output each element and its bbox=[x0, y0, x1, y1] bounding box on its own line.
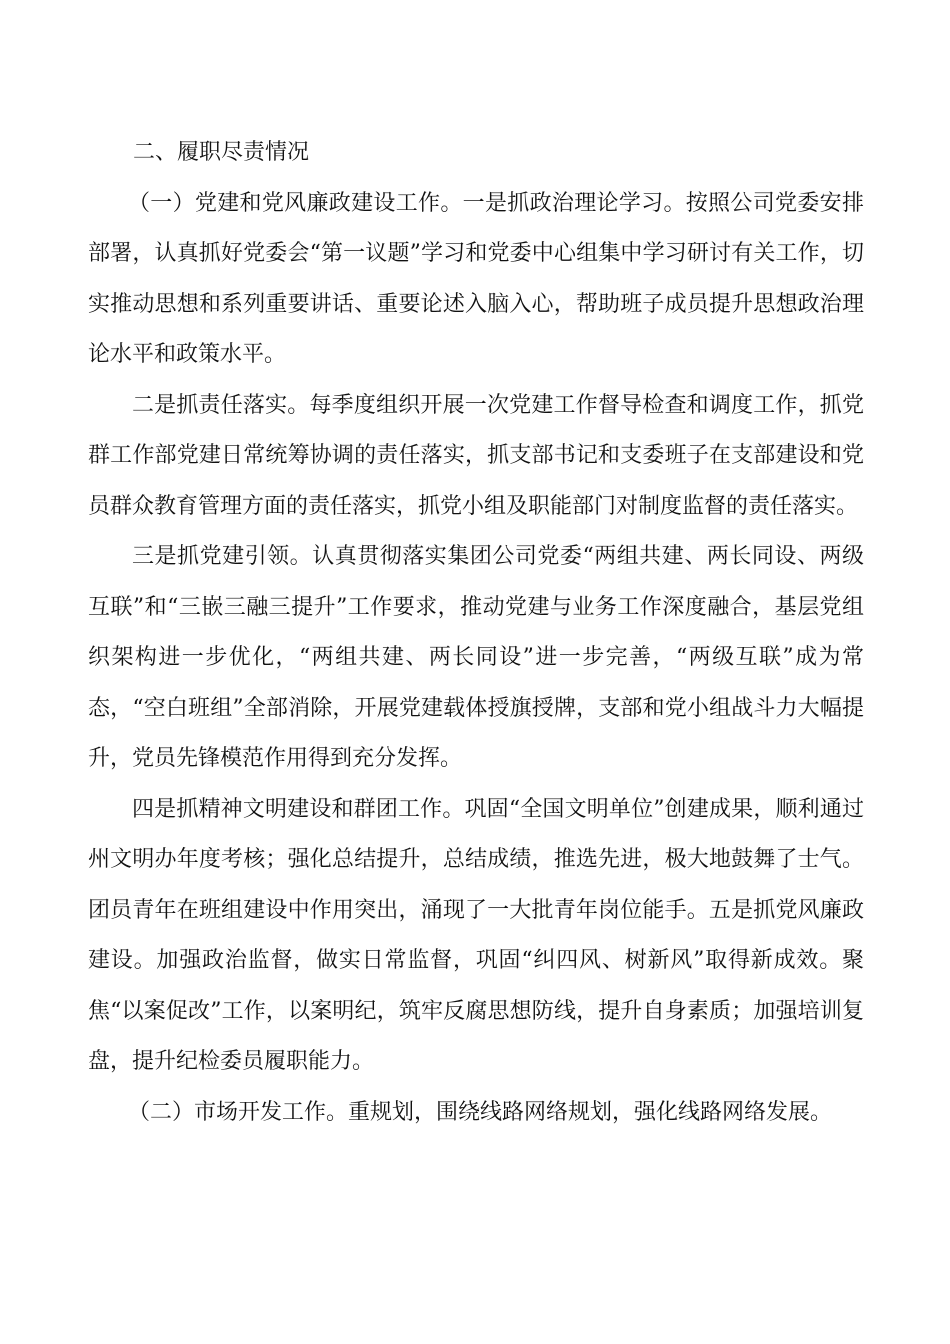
paragraph-party-leadership: 三是抓党建引领。认真贯彻落实集团公司党委“两组共建、两长同设、两级互联”和“三嵌三融三提升”工作要求，推动党建与业务工作深度融合，基层党组织架构进一步优化，“两组共建、两长同设”进一步完善，“两级互联”成为常态，“空白班组”全部消除，开展党建载体授旗授牌，支部和党小组战斗力大幅提升，党员先锋模范作用得到充分发挥。 bbox=[88, 544, 864, 771]
section-heading: 二、履职尽责情况 bbox=[133, 140, 310, 165]
document-body bbox=[88, 128, 864, 1138]
paragraph-party-building: （一）党建和党风廉政建设工作。一是抓政治理论学习。按照公司党委安排部署，认真抓好党委会“第一议题”学习和党委中心组集中学习研讨有关工作，切实推动思想和系列重要讲话、重要论述入脑入心，帮助班子成员提升思想政治理论水平和政策水平。 bbox=[88, 190, 864, 367]
paragraph-civilization: 四是抓精神文明建设和群团工作。巩固“全国文明单位”创建成果，顺利通过州文明办年度考核；强化总结提升，总结成绩，推选先进，极大地鼓舞了士气。团员青年在班组建设中作用突出，涌现了一大批青年岗位能手。五是抓党风廉政建设。加强政治监督，做实日常监督，巩固“纠四风、树新风”取得新成效。聚焦“以案促改”工作，以案明纪，筑牢反腐思想防线，提升自身素质；加强培训复盘，提升纪检委员履职能力。 bbox=[88, 796, 864, 1074]
paragraph-market-development: （二）市场开发工作。重规划，围绕线路网络规划，强化线路网络发展。 bbox=[128, 1099, 833, 1125]
paragraph-responsibility: 二是抓责任落实。每季度组织开展一次党建工作督导检查和调度工作，抓党群工作部党建日常统筹协调的责任落实，抓支部书记和支委班子在支部建设和党员群众教育管理方面的责任落实，抓党小组及职能部门对制度监督的责任落实。 bbox=[88, 392, 864, 519]
